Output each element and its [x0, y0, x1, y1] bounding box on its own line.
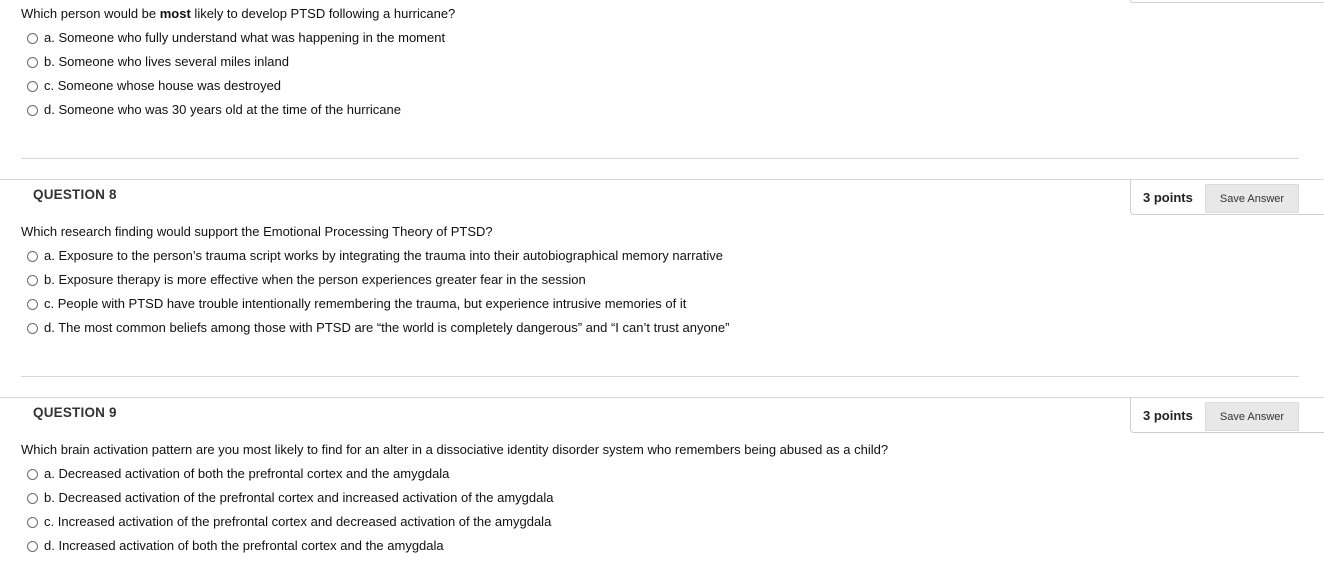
question-9-header: QUESTION 9	[33, 405, 117, 420]
question-7-option-c[interactable]	[27, 78, 281, 94]
question-7-text-end: likely to develop PTSD following a hurricane?	[190, 6, 456, 21]
points-label: 3 points	[1143, 408, 1193, 423]
radio-button[interactable]	[27, 517, 38, 528]
question-9-option-a[interactable]	[27, 466, 449, 482]
radio-button[interactable]	[27, 469, 38, 480]
question-divider	[21, 376, 1299, 377]
save-answer-button[interactable]: Save Answer	[1205, 184, 1299, 213]
question-divider	[21, 158, 1299, 159]
question-separator	[0, 179, 1324, 180]
question-9-option-c[interactable]	[27, 514, 551, 530]
question-8-header: QUESTION 8	[33, 187, 117, 202]
option-label: b. Someone who lives several miles inland	[44, 54, 289, 69]
radio-button[interactable]	[27, 323, 38, 334]
question-7-option-a[interactable]	[27, 30, 445, 46]
option-label: c. People with PTSD have trouble intentionally remembering the trauma, but experience intrusive memories of it	[44, 296, 687, 311]
points-label: 3 points	[1143, 190, 1193, 205]
option-label: c. Someone whose house was destroyed	[44, 78, 282, 93]
option-label: a. Decreased activation of both the prefrontal cortex and the amygdala	[44, 466, 450, 481]
question-9-option-d[interactable]	[27, 538, 444, 554]
radio-button[interactable]	[27, 251, 38, 262]
radio-button[interactable]	[27, 105, 38, 116]
question-8-text: Which research finding would support the Emotional Processing Theory of PTSD?	[21, 224, 493, 239]
question-7-text-start: Which person would be	[21, 6, 160, 21]
previous-points-box	[1130, 0, 1324, 3]
option-label: b. Exposure therapy is more effective when the person experiences greater fear in the session	[44, 272, 586, 287]
radio-button[interactable]	[27, 299, 38, 310]
question-separator	[0, 397, 1324, 398]
option-label: c. Increased activation of the prefrontal cortex and decreased activation of the amygdala	[44, 514, 552, 529]
question-9-text: Which brain activation pattern are you most likely to find for an alter in a dissociative identity disorder system who remembers being abused as a child?	[21, 442, 889, 457]
radio-button[interactable]	[27, 33, 38, 44]
question-7-option-d[interactable]	[27, 102, 401, 118]
question-9-option-b[interactable]	[27, 490, 553, 506]
question-8-option-b[interactable]	[27, 272, 586, 288]
question-8-option-d[interactable]	[27, 320, 729, 336]
radio-button[interactable]	[27, 541, 38, 552]
radio-button[interactable]	[27, 57, 38, 68]
option-label: d. Increased activation of both the prefrontal cortex and the amygdala	[44, 538, 444, 553]
option-label: a. Someone who fully understand what was happening in the moment	[44, 30, 446, 45]
radio-button[interactable]	[27, 275, 38, 286]
question-7-option-b[interactable]	[27, 54, 289, 70]
question-8-option-a[interactable]	[27, 248, 723, 264]
question-9-points-box	[1130, 398, 1324, 433]
question-7-text	[21, 6, 455, 22]
option-label: d. The most common beliefs among those with PTSD are “the world is completely dangerous” and “I can’t trust anyone”	[44, 320, 730, 335]
question-8-option-c[interactable]	[27, 296, 686, 312]
radio-button[interactable]	[27, 81, 38, 92]
save-answer-button[interactable]: Save Answer	[1205, 402, 1299, 431]
radio-button[interactable]	[27, 493, 38, 504]
option-label: b. Decreased activation of the prefrontal cortex and increased activation of the amygdala	[44, 490, 554, 505]
option-label: a. Exposure to the person’s trauma script works by integrating the trauma into their autobiographical memory narrative	[44, 248, 723, 263]
option-label: d. Someone who was 30 years old at the time of the hurricane	[44, 102, 401, 117]
question-7-text-emphasis: most	[159, 6, 191, 21]
question-8-points-box	[1130, 180, 1324, 215]
